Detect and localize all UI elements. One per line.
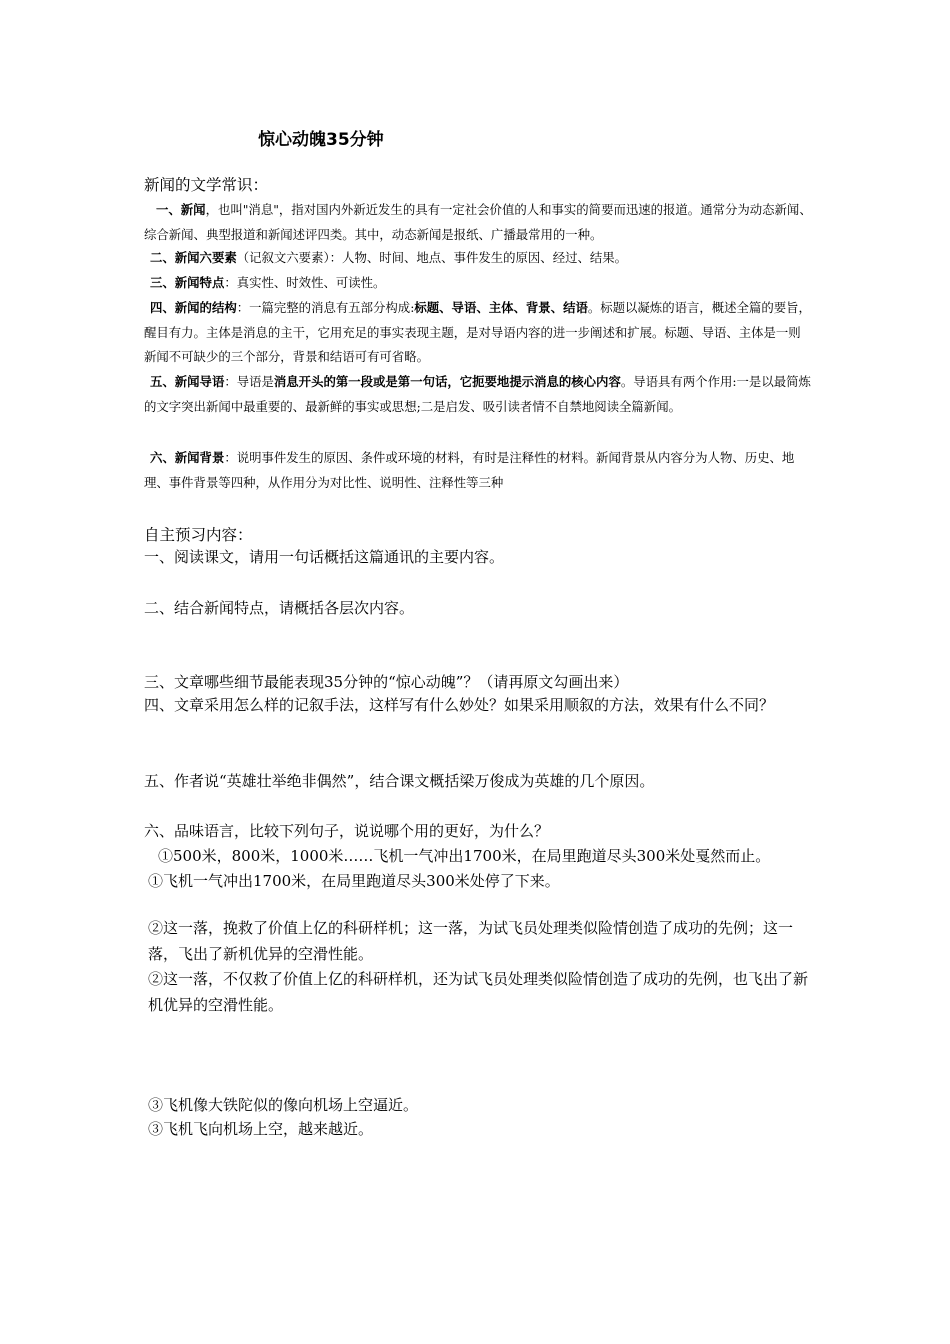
knowledge-emphasis: 消息开头的第一段或是第一句话，它扼要地提示消息的核心内容 (273, 374, 621, 389)
knowledge-item-news (144, 198, 812, 247)
knowledge-term: 四、新闻的结构 (150, 300, 237, 315)
question-3: 三、文章哪些细节最能表现35分钟的“惊心动魄”？（请再原文勾画出来） (144, 673, 629, 691)
knowledge-heading: 新闻的文学常识： (144, 176, 269, 194)
knowledge-term: 三、新闻特点 (150, 275, 225, 290)
sentence-1b: ①飞机一气冲出1700米，在局里跑道尽头300米处停了下来。 (148, 872, 560, 890)
question-1: 一、阅读课文，请用一句话概括这篇通讯的主要内容。 (144, 548, 505, 566)
knowledge-term: 六、新闻背景 (150, 450, 225, 465)
knowledge-emphasis: 标题、导语、主体、背景、结语 (414, 300, 588, 315)
sentence-2b: ②这一落，不仅救了价值上亿的科研样机，还为试飞员处理类似险情创造了成功的先例，也飞出了新机优异的空滑性能。 (148, 970, 809, 1014)
question-2: 二、结合新闻特点，请概括各层次内容。 (144, 599, 415, 617)
question-6: 六、品味语言，比较下列句子，说说哪个用的更好，为什么？ (144, 822, 550, 840)
knowledge-item-structure (144, 296, 812, 370)
question-4: 四、文章采用怎么样的记叙手法，这样写有什么妙处？如果采用顺叙的方法，效果有什么不同？ (144, 696, 775, 714)
knowledge-text: ：说明事件发生的原因、条件或环境的材料，有时是注释性的材料。新闻背景从内容分为人物、历史、地理、事件背景等四种，从作用分为对比性、说明性、注释性等三种 (144, 450, 795, 490)
knowledge-text: ：一篇完整的消息有五部分构成: (236, 300, 415, 315)
knowledge-text: 。导语具有两个作用:一是以最简炼的文字突出新闻中最重要的、最新鲜的事实或思想;二是启发、吸引读者情不自禁地阅读全篇新闻。 (144, 374, 811, 414)
knowledge-item-lead (144, 370, 812, 419)
knowledge-text: ：导语是 (224, 374, 274, 389)
knowledge-text: ，也叫"消息"，指对国内外新近发生的具有一定社会价值的人和事实的简要而迅速的报道。通常分为动态新闻、综合新闻、典型报道和新闻述评四类。其中，动态新闻是报纸、广播最常用的一种。 (144, 202, 812, 242)
sentence-1a: ①500米，800米，1000米……飞机一气冲出1700米，在局里跑道尽头300米处戛然而止。 (158, 847, 771, 865)
sentence-3b: ③飞机飞向机场上空，越来越近。 (148, 1120, 374, 1138)
knowledge-term: 一、新闻 (156, 202, 206, 217)
knowledge-text: ：真实性、时效性、可读性。 (224, 275, 386, 290)
knowledge-term: 二、新闻六要素 (150, 250, 237, 265)
knowledge-item-features (144, 271, 812, 296)
sentence-3a: ③飞机像大铁陀似的像向机场上空逼近。 (148, 1096, 419, 1114)
knowledge-text: （记叙文六要素）：人物、时间、地点、事件发生的原因、经过、结果。 (236, 250, 628, 265)
question-5: 五、作者说“英雄壮举绝非偶然”，结合课文概括梁万俊成为英雄的几个原因。 (144, 772, 655, 790)
knowledge-text: 。标题以凝炼的语言，概述全篇的要旨，醒目有力。主体是消息的主干，它用充足的事实表现主题，是对导语内容的进一步阐述和扩展。标题、导语、主体是一则新闻不可缺少的三个部分，背景和结语可有可省略。 (144, 300, 811, 364)
knowledge-term: 五、新闻导语 (150, 374, 225, 389)
sentence-2a: ②这一落，挽救了价值上亿的科研样机；这一落，为试飞员处理类似险情创造了成功的先例；这一落，飞出了新机优异的空滑性能。 (148, 919, 794, 963)
document-title: 惊心动魄35分钟 (258, 130, 384, 150)
preview-heading: 自主预习内容： (144, 526, 253, 544)
knowledge-item-background (144, 446, 812, 495)
knowledge-item-elements (144, 246, 812, 271)
